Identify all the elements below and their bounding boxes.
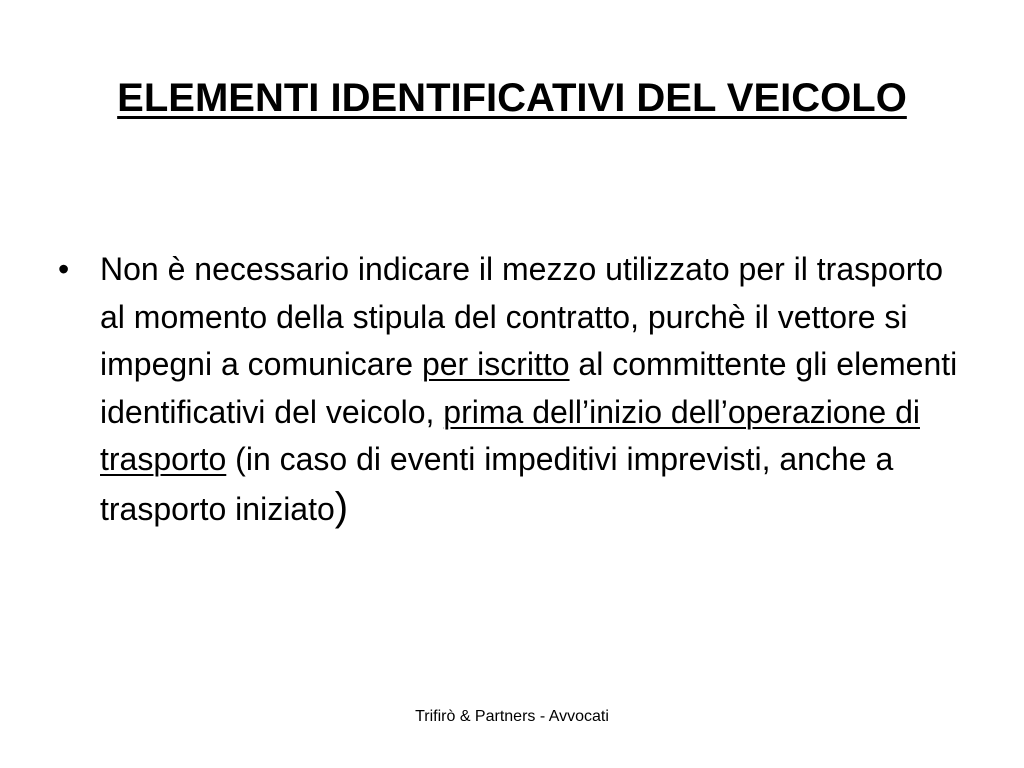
bullet-icon: • bbox=[58, 251, 70, 287]
slide-title: ELEMENTI IDENTIFICATIVI DEL VEICOLO bbox=[117, 76, 907, 120]
closing-parenthesis: ) bbox=[334, 484, 349, 529]
bullet-text-part1: Non è necessario indicare il mezzo utilizzato per il trasporto al momento della stipula del contratto, purchè il vettore si impegni a comunicare bbox=[100, 251, 944, 382]
bullet-text-part2: al committente gli elementi identificativi del veicolo, bbox=[100, 346, 958, 430]
bullet-item bbox=[58, 246, 968, 533]
footer-text: Trifirò & Partners - Avvocati bbox=[415, 708, 609, 725]
underlined-phrase-written: per iscritto bbox=[421, 346, 570, 382]
bullet-list bbox=[58, 246, 968, 533]
bullet-text-part3: (in caso di eventi impeditivi imprevisti, anche a trasporto iniziato bbox=[100, 441, 894, 527]
underlined-phrase-before-transport: prima dell’inizio dell’operazione di trasporto bbox=[100, 393, 920, 477]
